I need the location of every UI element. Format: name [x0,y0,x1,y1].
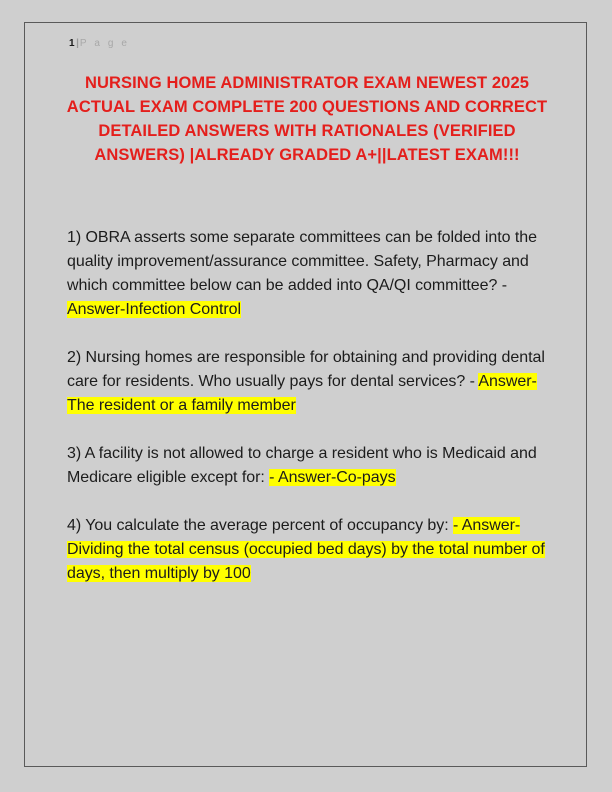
page-header-label: P a g e [79,38,130,49]
answer-highlight: - Answer-Co-pays [269,469,396,486]
answer-highlight: Answer-Infection Control [67,301,241,318]
page-number: 1 [69,38,76,49]
document-page [24,22,587,767]
question-answer-item [67,226,547,322]
question-text: 4) You calculate the average percent of occupancy by: [67,517,454,534]
question-answer-item [67,346,547,418]
question-answer-item [67,442,547,490]
answer-highlight: - Answer-Dividing the total census (occupied bed days) by the total number of days, then multiply by 100 [67,517,545,582]
page-number-header [69,37,130,51]
exam-questions-list [67,226,547,586]
question-text: 1) OBRA asserts some separate committees can be folded into the quality improvement/assurance committee. Safety, Pharmacy and which committee below can be added into QA/QI committee? - [67,229,537,294]
answer-highlight: Answer-The resident or a family member [67,373,537,414]
document-title: NURSING HOME ADMINISTRATOR EXAM NEWEST 2025 ACTUAL EXAM COMPLETE 200 QUESTIONS AND CORRECT DETAILED ANSWERS WITH RATIONALES (VERIFIED ANSWERS) |ALREADY GRADED A+||LATEST EXAM!!! [66,74,548,164]
question-answer-item [67,514,547,586]
question-text: 2) Nursing homes are responsible for obtaining and providing dental care for residents. Who usually pays for dental services? - [67,349,545,390]
page-header-separator: | [76,38,79,49]
question-text: 3) A facility is not allowed to charge a resident who is Medicaid and Medicare eligible except for: [67,445,537,486]
